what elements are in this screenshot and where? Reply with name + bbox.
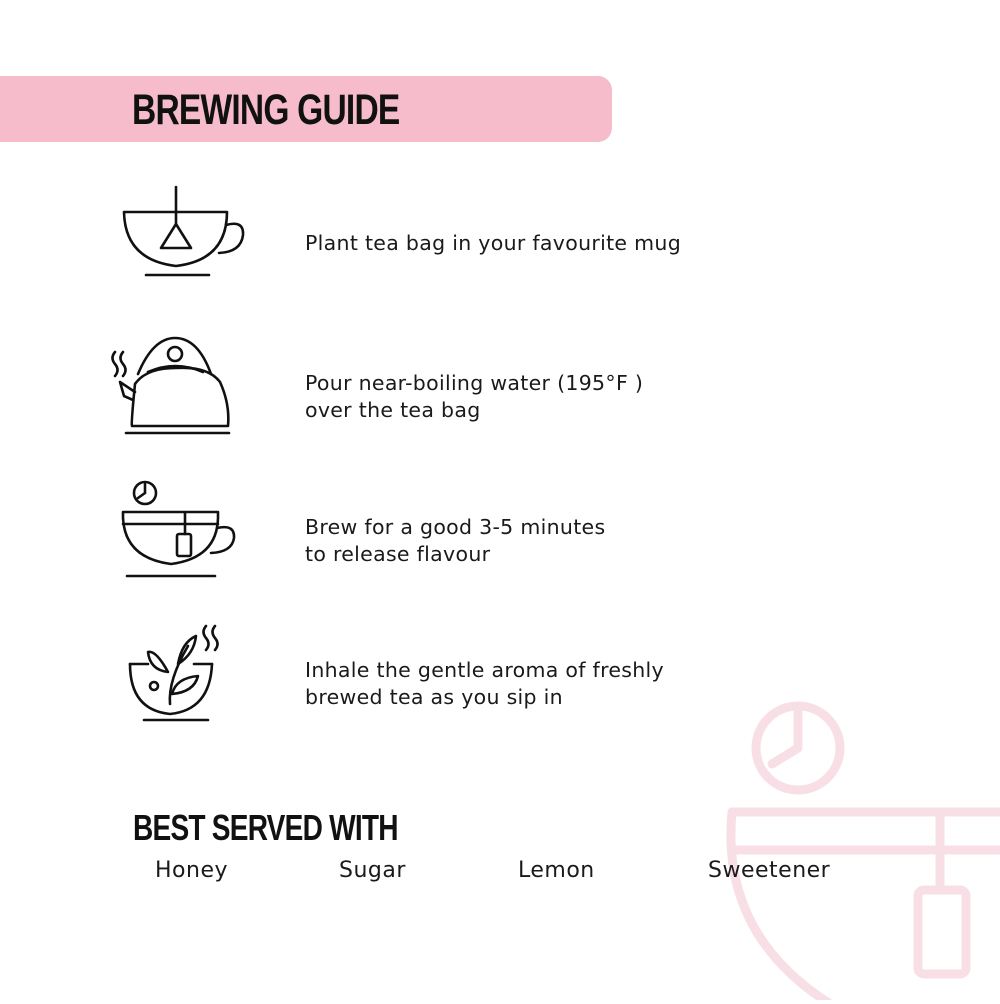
served-item-lemon: Lemon bbox=[518, 858, 595, 883]
served-item-honey: Honey bbox=[155, 858, 229, 883]
steaming-kettle-icon bbox=[108, 334, 238, 444]
timer-cup-watermark-icon bbox=[700, 690, 1000, 1000]
step-line: Plant tea bag in your favourite mug bbox=[305, 231, 682, 255]
served-item-sugar: Sugar bbox=[339, 858, 406, 883]
step-2-text bbox=[305, 370, 643, 424]
step-1-text bbox=[305, 230, 681, 257]
timer-cup-icon bbox=[115, 478, 245, 588]
step-line: Inhale the gentle aroma of freshly bbox=[305, 658, 664, 682]
aroma-bowl-icon bbox=[120, 620, 250, 730]
step-3-text bbox=[305, 514, 605, 568]
step-line: brewed tea as you sip in bbox=[305, 685, 563, 709]
mug-with-tea-bag-icon bbox=[115, 182, 245, 292]
step-line: to release flavour bbox=[305, 542, 491, 566]
served-item-sweetener: Sweetener bbox=[708, 858, 831, 883]
page-title: BREWING GUIDE bbox=[132, 86, 400, 134]
step-line: over the tea bag bbox=[305, 398, 481, 422]
step-4-text bbox=[305, 657, 664, 711]
best-served-title: BEST SERVED WITH bbox=[133, 807, 398, 848]
step-line: Brew for a good 3-5 minutes bbox=[305, 515, 606, 539]
step-line: Pour near-boiling water (195°F ) bbox=[305, 371, 644, 395]
